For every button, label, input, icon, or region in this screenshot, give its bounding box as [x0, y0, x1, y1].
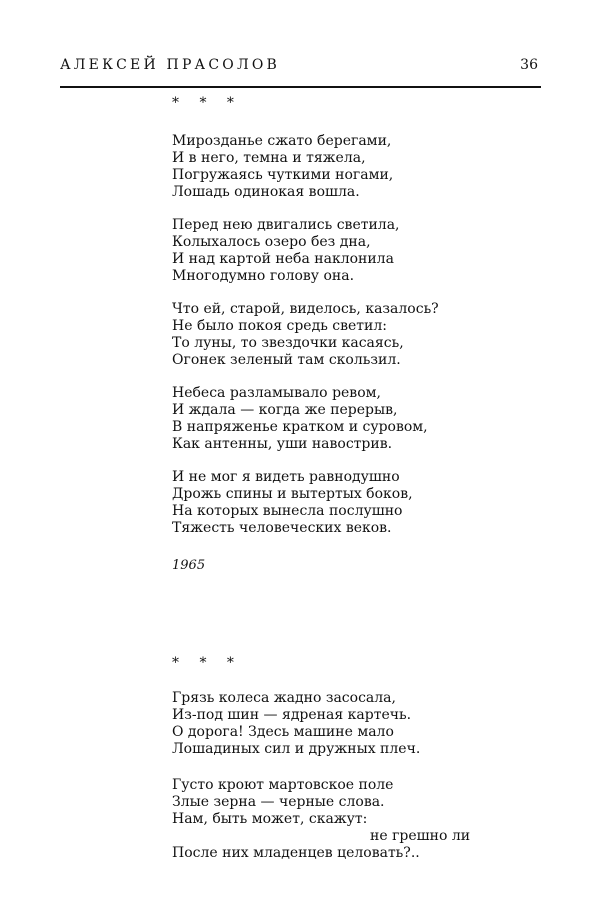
stanza — [172, 385, 439, 453]
stanza — [172, 777, 470, 862]
verse-line: То луны, то звездочки касаясь, — [172, 335, 404, 351]
verse-line: И ждала — когда же перерыв, — [172, 402, 398, 418]
stanza — [172, 133, 439, 201]
verse-line: Многодумно голову она. — [172, 268, 355, 284]
verse-line: Как антенны, уши навострив. — [172, 436, 393, 452]
page-number: 36 — [520, 57, 538, 73]
verse-line: Огонек зеленый там скользил. — [172, 352, 401, 368]
verse-line: Злые зерна — черные слова. — [172, 794, 385, 810]
verse-line: Дрожь спины и вытертых боков, — [172, 486, 413, 502]
poem-year: 1965 — [172, 558, 206, 573]
section-separator: * * * — [172, 655, 242, 671]
verse-line: И не мог я видеть равнодушно — [172, 469, 400, 485]
verse-line: Мирозданье сжато берегами, — [172, 133, 392, 149]
verse-line: Небеса разламывало ревом, — [172, 385, 381, 401]
verse-line: В напряженье кратком и суровом, — [172, 419, 428, 435]
verse-line: Лошадиных сил и дружных плеч. — [172, 741, 421, 757]
verse-line: Грязь колеса жадно засосала, — [172, 690, 396, 706]
stanza — [172, 469, 439, 537]
verse-line-indented: не грешно ли — [370, 828, 471, 844]
stanza — [172, 217, 439, 285]
verse-line: Погружаясь чуткими ногами, — [172, 167, 394, 183]
verse-line: Лошадь одинокая вошла. — [172, 184, 360, 200]
verse-line: После них младенцев целовать?.. — [172, 845, 420, 861]
running-header-author: АЛЕКСЕЙ ПРАСОЛОВ — [60, 57, 280, 73]
verse-line: Колыхалось озеро без дна, — [172, 234, 371, 250]
verse-line: Густо кроют мартовское поле — [172, 777, 394, 793]
verse-line: На которых вынесла послушно — [172, 503, 403, 519]
verse-line: Тяжесть человеческих веков. — [172, 520, 392, 536]
poem-2 — [172, 655, 470, 878]
header-rule — [60, 86, 541, 88]
verse-line: И над картой неба наклонила — [172, 251, 394, 267]
verse-line: Нам, быть может, скажут: — [172, 811, 368, 827]
verse-line: Что ей, старой, виделось, казалось? — [172, 301, 439, 317]
stanza — [172, 301, 439, 369]
stanza — [172, 690, 470, 758]
verse-line: О дорога! Здесь машине мало — [172, 724, 394, 740]
verse-line: И в него, темна и тяжела, — [172, 150, 366, 166]
section-separator: * * * — [172, 95, 242, 111]
verse-line: Не было покоя средь светил: — [172, 318, 387, 334]
verse-line: Перед нею двигались светила, — [172, 217, 400, 233]
verse-line: Из-под шин — ядреная картечь. — [172, 707, 412, 723]
poem-1 — [172, 95, 439, 574]
